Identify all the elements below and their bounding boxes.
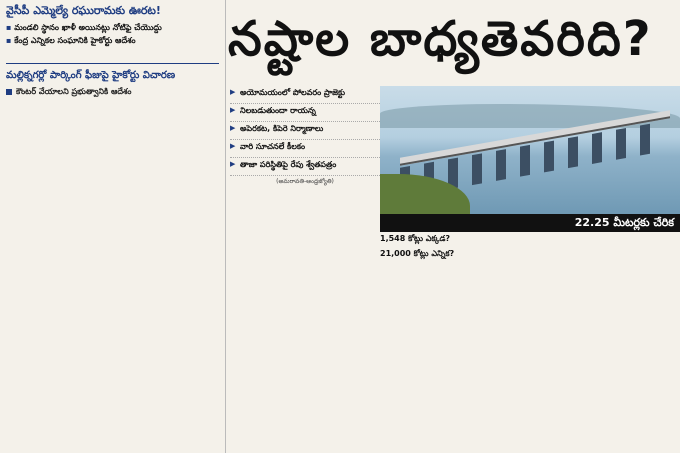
dam-pier bbox=[616, 128, 626, 160]
bullet-item: ▶ వారి సూచనలే కీలకం bbox=[230, 140, 380, 158]
bullet-list bbox=[230, 86, 380, 188]
figure-heading-1: 1,548 కోట్లు ఎక్కడ? bbox=[380, 234, 451, 243]
bullet-item: ▶ అయోమయంలో పోలవరం ప్రాజెక్టు bbox=[230, 86, 380, 104]
bullet-item: ▶ నిలబడుతుందా రాయన్న bbox=[230, 104, 380, 122]
dam-pier bbox=[592, 132, 602, 164]
left-kicker-text: కౌంటర్ వేయాలని ప్రభుత్వానికి ఆదేశం bbox=[16, 86, 132, 96]
photo-caption: 22.25 మీటర్లకు చేరిక bbox=[380, 214, 680, 232]
left-column bbox=[0, 0, 226, 453]
left-headline: వైసీపీ ఎమ్మెల్యే రఘురామకు ఊరట! bbox=[6, 4, 161, 17]
dam-pier bbox=[544, 141, 554, 173]
right-column bbox=[228, 0, 680, 453]
sub-column-b bbox=[380, 232, 528, 262]
square-icon bbox=[6, 89, 12, 95]
left-divider bbox=[6, 63, 219, 64]
bullet-item: ▶ అపెరకట, కిపెరె నిర్మాణాలు bbox=[230, 122, 380, 140]
dam-pier bbox=[472, 153, 482, 185]
dam-pier bbox=[520, 145, 530, 177]
main-headline: నష్టాల బాధ్యతెవరిది? bbox=[228, 11, 653, 67]
left-second-headline: మల్లిక్నగర్లో పార్కింగ్ ఫీజుపై హైకోర్టు విచారణ bbox=[6, 69, 176, 81]
left-body-text-1 bbox=[0, 48, 225, 60]
dateline: (అమరావతి-ఆంధ్రజ్యోతి) bbox=[276, 178, 334, 185]
figure-heading-2: 21,000 కోట్లు ఎన్నిక? bbox=[380, 249, 455, 258]
left-subheading-2: ▪ కేంద్ర ఎన్నికల సంఘానికి హైకోర్టు ఆదేశం bbox=[0, 35, 225, 48]
dam-photo bbox=[380, 86, 680, 214]
dam-pier bbox=[568, 136, 578, 168]
dam-pier bbox=[496, 149, 506, 181]
bullet-item: ▶ తాజా పరిస్థితిపై రేపు శ్వేతపత్రం bbox=[230, 158, 380, 176]
left-kicker bbox=[6, 87, 219, 98]
left-subheading-1: ▪ మండలి స్థానం ఖాళీ అయినట్లు నోటిఫై చేయొద్దు bbox=[0, 22, 225, 35]
dam-pier bbox=[640, 124, 650, 156]
